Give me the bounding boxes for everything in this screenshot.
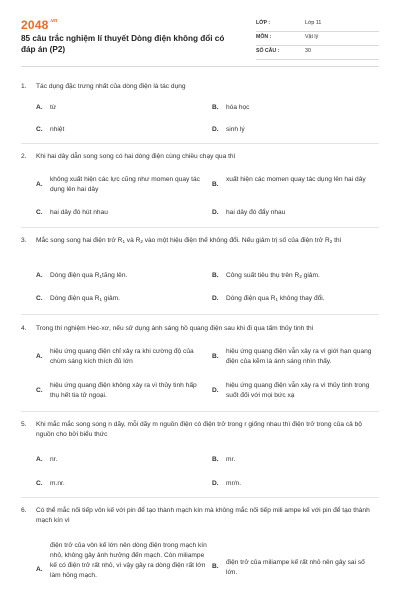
document-title: 85 câu trắc nghiệm lí thuyết Dòng điện không đổi có đáp án (P2)	[21, 34, 225, 54]
subscript: 1	[275, 297, 279, 302]
option-letter: D.	[212, 209, 219, 216]
meta-row-subject	[256, 32, 379, 46]
meta-table	[256, 18, 379, 60]
logo-text: 2048	[21, 18, 49, 32]
option-letter: C.	[36, 126, 43, 133]
option-letter: B.	[212, 272, 219, 279]
text-part: giảm.	[102, 295, 120, 302]
subscript: 2	[299, 274, 302, 279]
question-text: Khi hai dây dẫn song song có hai dòng điện cùng chiều chạy qua thì	[36, 153, 236, 160]
option-text: không xuất hiện các lực cũng như momen quay tác dụng lên hai dây	[50, 176, 200, 193]
option-text	[226, 271, 320, 282]
option-text: từ	[50, 104, 57, 111]
question-divider	[21, 143, 379, 144]
question-text: Có thể mắc nối tiếp vôn kế với pin để tạo thành mạch kín mà không mắc nối tiếp mili ampe kế với pin để tạo thành mạch kín vì	[36, 507, 370, 524]
option-letter: B.	[212, 456, 219, 463]
option-text: hiệu ứng quang điện vẫn xảy ra vì giới hạn quang điện của kẽm là ánh sáng nhìn thấy.	[226, 348, 372, 365]
site-logo[interactable]	[21, 18, 57, 32]
option-text: hiệu ứng quang điện không xảy ra vì thủy tinh hấp thụ hết tia tử ngoại.	[50, 382, 197, 399]
option-letter: A.	[36, 566, 43, 573]
question-number: 3.	[21, 237, 27, 244]
option-letter: D.	[212, 295, 219, 302]
option-text: hóa học	[226, 104, 250, 111]
option-letter: B.	[212, 181, 219, 188]
subscript: 2	[329, 239, 333, 244]
option-letter: C.	[36, 295, 43, 302]
option-text: điện trở của miliampe kế rất nhỏ nên gây sai số lớn.	[226, 559, 365, 576]
meta-key: SỐ CÂU :	[256, 48, 280, 54]
option-text: mr.	[226, 456, 236, 463]
option-letter: A.	[36, 181, 43, 188]
question-text: Khi mắc mắc song song n dãy, mỗi dãy m nguồn điện có điện trở trong r giống nhau thì điện trở trong của cả bộ nguồn cho bởi biểu thức	[36, 421, 362, 438]
option-letter: A.	[36, 104, 43, 111]
text-part: Mắc song song hai điện trở R	[36, 237, 123, 244]
option-text: nhiệt	[50, 126, 65, 133]
header-divider	[21, 66, 379, 67]
question-divider	[21, 314, 379, 315]
question-divider	[21, 497, 379, 498]
question-text	[36, 236, 376, 247]
question-number: 1.	[21, 83, 27, 90]
subscript: 1	[122, 239, 125, 244]
question-number: 4.	[21, 325, 27, 332]
option-letter: C.	[36, 209, 43, 216]
text-part: vào một hiệu điện thế không đổi. Nếu giảm trị số của điện trở R	[142, 237, 330, 244]
text-part: giảm.	[301, 272, 320, 279]
option-text: nr.	[50, 456, 58, 463]
option-letter: B.	[212, 104, 219, 111]
meta-key: MÔN :	[256, 34, 272, 40]
header	[21, 18, 379, 60]
option-letter: D.	[212, 126, 219, 133]
option-text: hiệu ứng quang điện vẫn xảy ra vì thủy tinh trong suốt đối với mọi bức xạ	[226, 382, 370, 399]
meta-key: LỚP :	[256, 20, 271, 26]
text-part: và R	[124, 237, 141, 244]
question-divider	[21, 227, 379, 228]
logo-suffix: .vn	[49, 18, 58, 24]
meta-value: Vật lý	[305, 34, 319, 40]
subscript: 2	[140, 239, 143, 244]
text-part: Dòng điện qua R	[50, 272, 100, 279]
question-text: Trong thí nghiệm Hec-xơ, nếu sử dụng ánh sáng hồ quang điện sau khi đi qua tấm thủy tinh thì	[36, 325, 314, 332]
option-text	[226, 294, 325, 305]
option-text: điện trở của vôn kế lớn nên dòng điện trong mạch kín nhỏ, không gây ảnh hưởng đến mạch. Còn miliampe kế có điện trở rất nhỏ, vì vậy gây ra dòng điện rất lớn làm hỏng mạch.	[50, 542, 207, 579]
text-part: tăng lên.	[102, 272, 128, 279]
meta-row-count	[256, 46, 379, 60]
meta-value: 30	[305, 48, 311, 54]
option-text: xuất hiện các momen quay tác dụng lên hai dây	[226, 176, 366, 183]
question-text: Tác dụng đặc trưng nhất của dòng điện là tác dụng	[36, 83, 186, 90]
meta-value: Lớp 11	[305, 20, 322, 26]
option-letter: A.	[36, 456, 43, 463]
meta-row-class	[256, 18, 379, 32]
question-number: 5.	[21, 421, 27, 428]
option-text: hai dây đó đẩy nhau	[226, 209, 286, 216]
option-letter: A.	[36, 353, 43, 360]
question-number: 6.	[21, 507, 27, 514]
text-part: không thay đổi.	[278, 295, 325, 302]
subscript: 1	[99, 297, 103, 302]
option-text: mr/n.	[226, 480, 242, 487]
option-text: sinh lý	[226, 126, 245, 133]
option-text: hai dây đó hút nhau	[50, 209, 108, 216]
question-number: 2.	[21, 153, 27, 160]
option-text: hiệu ứng quang điện chỉ xảy ra khi cường độ của chùm sáng kích thích đủ lớn	[50, 348, 194, 365]
option-text: m.nr.	[50, 480, 65, 487]
text-part: Dòng điện qua R	[50, 295, 100, 302]
text-part: Công suất tiêu thụ trên R	[226, 272, 300, 279]
option-letter: B.	[212, 353, 219, 360]
option-letter: C.	[36, 480, 43, 487]
option-text	[50, 271, 127, 282]
option-letter: A.	[36, 272, 43, 279]
option-text	[50, 294, 120, 305]
option-letter: C.	[36, 387, 43, 394]
text-part: Dòng điện qua R	[226, 295, 276, 302]
text-part: thì	[332, 237, 342, 244]
option-letter: B.	[212, 563, 219, 570]
subscript: 1	[99, 274, 103, 279]
option-letter: D.	[212, 387, 219, 394]
option-letter: D.	[212, 480, 219, 487]
question-divider	[21, 411, 379, 412]
